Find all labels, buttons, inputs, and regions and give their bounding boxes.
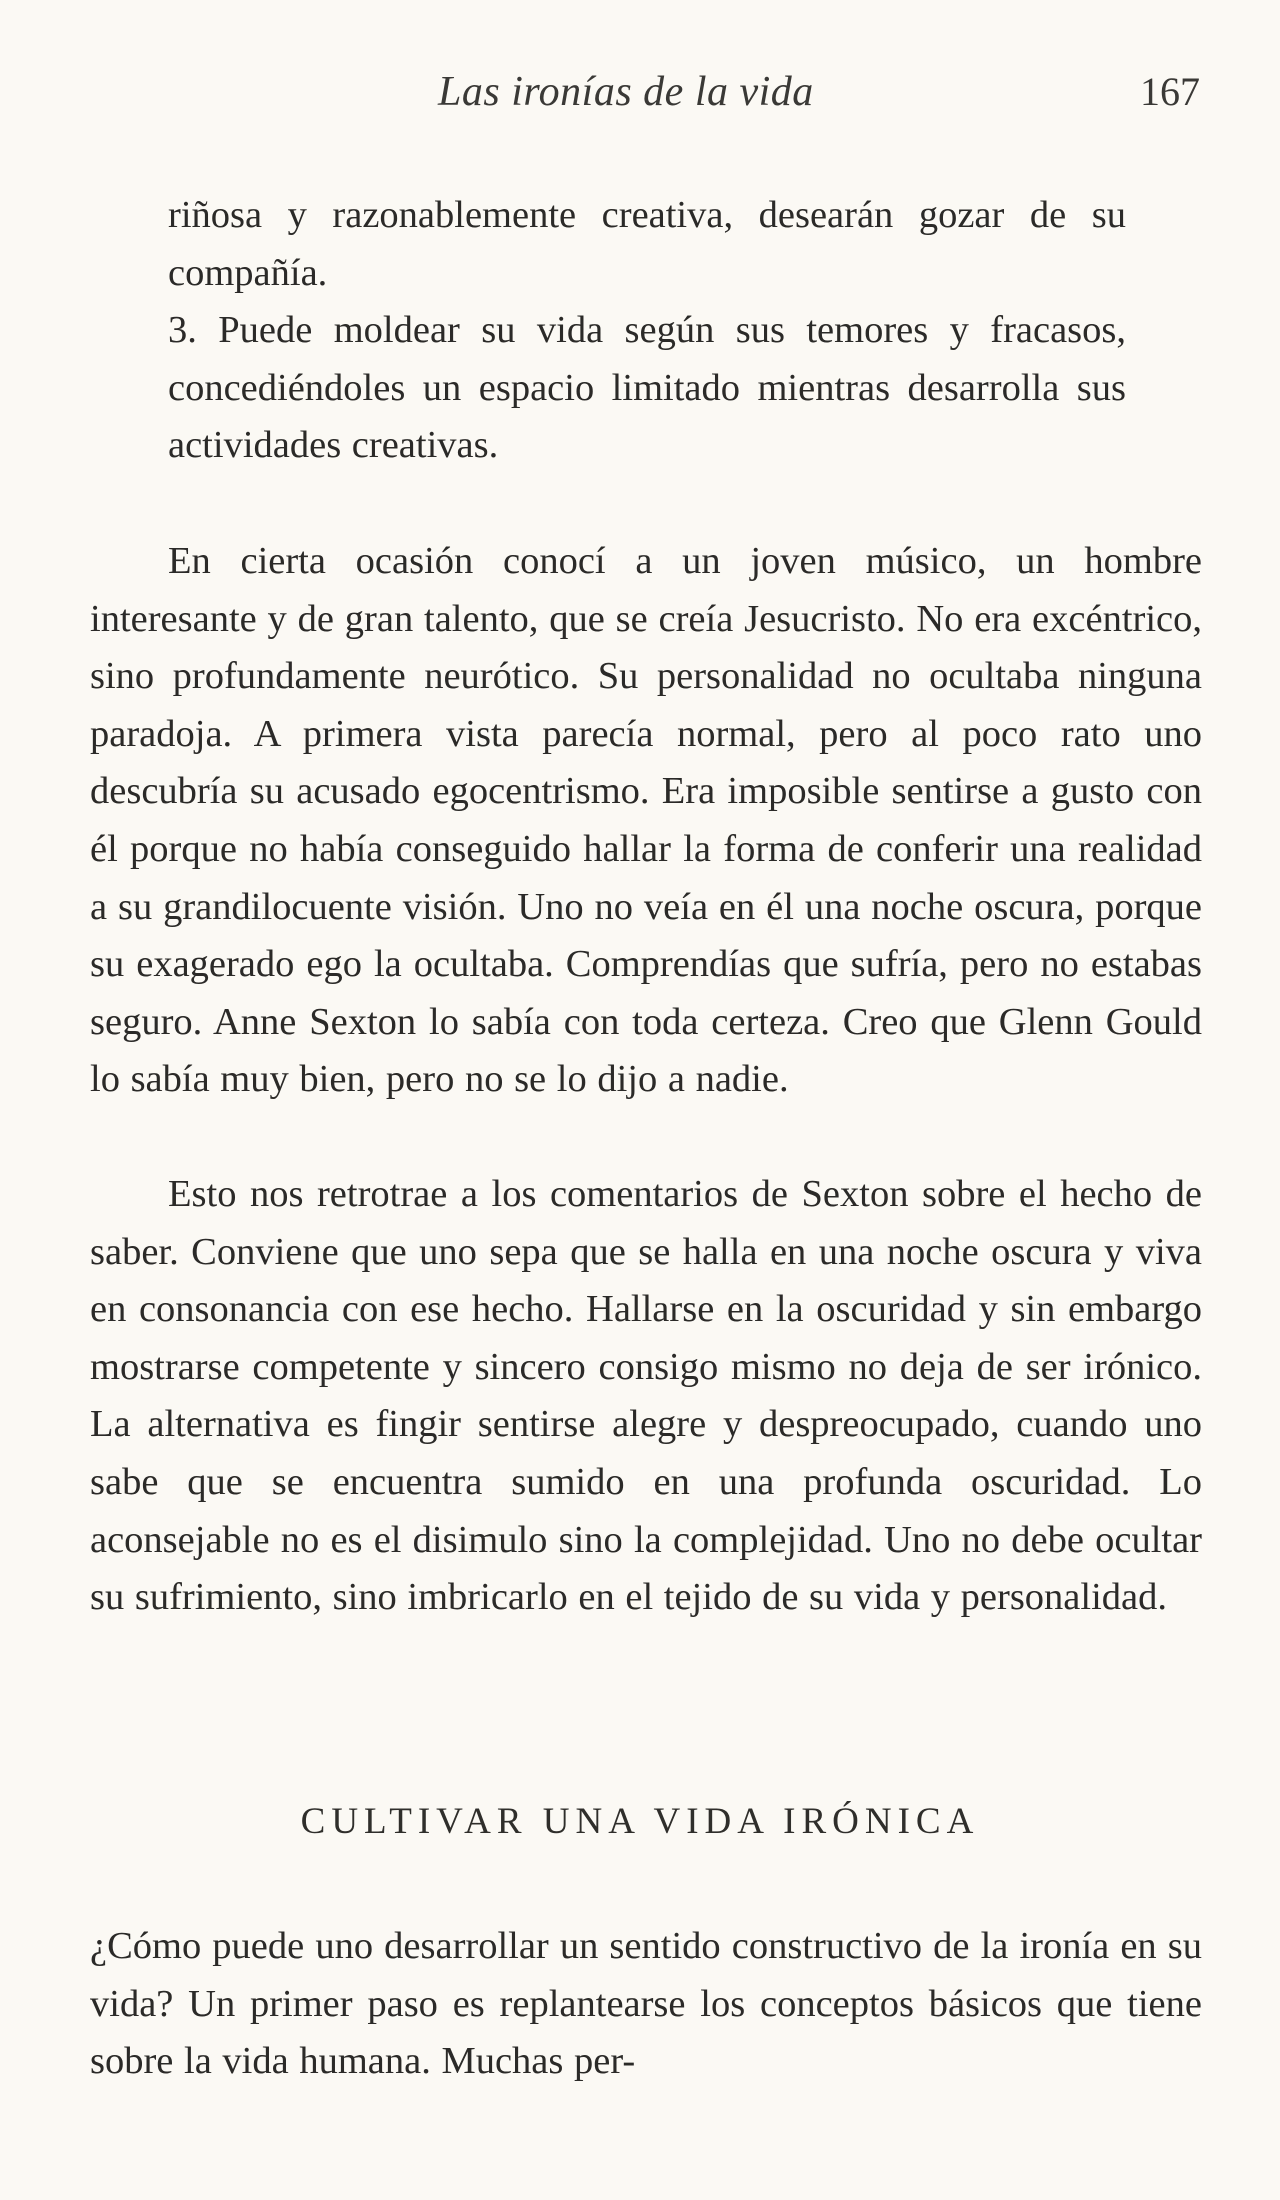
page-number: 167: [1140, 69, 1200, 114]
paragraph-sexton-knowing: [90, 1166, 1202, 1627]
section-heading: CULTIVAR UNA VIDA IRÓNICA: [300, 1801, 980, 1842]
paragraph-text: Esto nos retrotrae a los comentarios de Sexton sobre el hecho de saber. Conviene que uno sepa que se halla en una noche oscura y viva en consonancia con ese hecho. Hallarse en la oscuridad y sin embargo mostrarse competente y sincero consigo mismo no deja de ser irónico. La alternativa es fingir sentirse alegre y despreocupado, cuando uno sabe que se encuentra sumido en una profunda oscuridad. Lo aconsejable no es el disimulo sino la complejidad. Uno no debe ocultar su sufrimiento, sino imbricarlo en el tejido de su vida y personalidad.: [90, 1173, 1202, 1619]
running-title: Las ironías de la vida: [438, 69, 814, 115]
numbered-list-continuation: [168, 187, 1126, 475]
paragraph-text: ¿Cómo puede uno desarrollar un sentido constructivo de la ironía en su vida? Un primer paso es replantearse los conceptos básicos que tiene sobre la vida humana. Muchas per-: [90, 1925, 1202, 2083]
section-opening-paragraph: [90, 1918, 1202, 2091]
paragraph-young-musician: [90, 533, 1202, 1109]
list-item-2-continuation: riñosa y razonablemente creativa, desearán gozar de su compañía.: [168, 194, 1126, 294]
paragraph-text: En cierta ocasión conocí a un joven músico, un hombre interesante y de gran talento, que se creía Jesucristo. No era excéntrico, sino profundamente neurótico. Su personalidad no ocultaba ninguna paradoja. A primera vista parecía normal, pero al poco rato uno descubría su acusado egocentrismo. Era imposible sentirse a gusto con él porque no había conseguido hallar la forma de conferir una realidad a su grandilocuente visión. Uno no veía en él una noche oscura, porque su exagerado ego la ocultaba. Comprendías que sufría, pero no estabas seguro. Anne Sexton lo sabía con toda certeza. Creo que Glenn Gould lo sabía muy bien, pero no se lo dijo a nadie.: [90, 540, 1202, 1101]
running-head: [0, 68, 1280, 128]
list-item-3: 3. Puede moldear su vida según sus temores y fracasos, concediéndoles un espacio limitado mientras desarrolla sus actividades creativas.: [168, 309, 1126, 467]
